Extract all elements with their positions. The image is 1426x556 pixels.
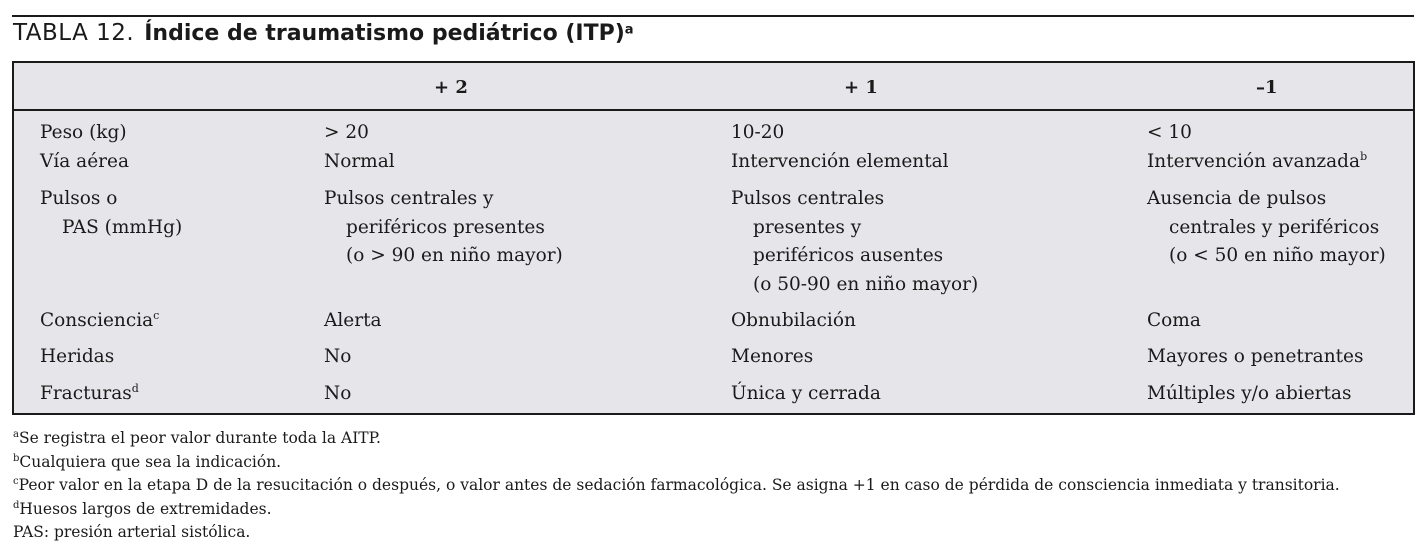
cell-via-minus1-text: Intervención avanzada [1147, 151, 1361, 172]
footnote-pas [13, 521, 1340, 545]
footnote-c-mark: c [13, 475, 19, 487]
footnote-b-mark: b [13, 452, 20, 464]
cell-pulsos-minus1-line-3: (o < 50 en niño mayor) [1169, 245, 1386, 266]
cell-peso-minus1: < 10 [1147, 122, 1192, 143]
row-label-via-aerea: Vía aérea [40, 151, 129, 172]
footnote-d-mark: d [13, 499, 20, 511]
footnote-mark-c: c [153, 308, 160, 322]
footnote-d [13, 498, 1340, 522]
cell-via-plus2: Normal [324, 151, 395, 172]
header-plus-1: + 1 [844, 77, 878, 98]
cell-via-minus1 [1147, 148, 1367, 177]
cell-heridas-plus1: Menores [731, 346, 814, 367]
cell-consciencia-minus1: Coma [1147, 310, 1201, 331]
cell-pulsos-plus2-line-1: Pulsos centrales y [324, 188, 494, 209]
cell-pulsos-plus1-line-2: presentes y [753, 216, 862, 238]
footnote-a [13, 427, 1340, 451]
footnote-d-text: Huesos largos de extremidades. [19, 499, 272, 518]
row-label-pulsos [40, 185, 182, 242]
cell-pulsos-minus1-line-2: centrales y periféricos [1169, 216, 1380, 238]
footnote-a-text: Se registra el peor valor durante toda la AITP. [18, 429, 381, 447]
cell-consciencia-plus1: Obnubilación [731, 310, 856, 331]
cell-heridas-minus1: Mayores o penetrantes [1147, 346, 1364, 367]
row-label-pulsos-line-2: PAS (mmHg) [62, 216, 183, 238]
row-label-fracturas-text: Fracturas [40, 383, 132, 404]
header-minus-1: –1 [1256, 77, 1278, 98]
footnote-a-mark: a [13, 428, 19, 440]
cell-peso-plus2: > 20 [324, 122, 369, 143]
cell-pulsos-plus2-line-2: periféricos presentes [346, 216, 545, 238]
cell-via-plus1: Intervención elemental [731, 151, 949, 172]
row-label-heridas: Heridas [40, 346, 115, 367]
cell-heridas-plus2: No [324, 346, 352, 367]
cell-pulsos-plus1-line-3: periféricos ausentes [753, 245, 944, 266]
row-label-pulsos-line-1: Pulsos o [40, 188, 118, 209]
row-label-consciencia [40, 307, 159, 336]
table-number: TABLA 12. [13, 20, 135, 46]
header-plus-2: + 2 [434, 77, 468, 98]
cell-pulsos-plus1-line-4: (o 50-90 en niño mayor) [753, 273, 979, 295]
cell-pulsos-plus1 [731, 185, 978, 299]
footnote-b [13, 451, 1340, 475]
table-caption: Índice de traumatismo pediátrico (ITP) [144, 21, 625, 46]
cell-pulsos-plus2 [324, 185, 563, 271]
cell-pulsos-plus2-line-3: (o > 90 en niño mayor) [346, 245, 563, 266]
footnote-c [13, 474, 1340, 498]
table-title [13, 20, 634, 54]
cell-consciencia-plus2: Alerta [324, 310, 382, 331]
cell-fracturas-minus1: Múltiples y/o abiertas [1147, 383, 1352, 404]
cell-fracturas-plus1: Única y cerrada [731, 383, 881, 404]
header-rule [14, 109, 1413, 111]
cell-peso-plus1: 10-20 [731, 122, 785, 143]
cell-pulsos-plus1-line-1: Pulsos centrales [731, 188, 885, 209]
top-rule [12, 15, 1414, 17]
cell-pulsos-minus1 [1147, 185, 1386, 271]
itp-table [12, 61, 1415, 415]
cell-fracturas-plus2: No [324, 383, 352, 404]
footnote-c-text: Peor valor en la etapa D de la resucitación o después, o valor antes de sedación farmacológica. Se asigna +1 en caso de pérdida de consciencia inmediata y transitoria. [18, 476, 1340, 494]
footnote-mark-d: d [131, 381, 139, 395]
cell-pulsos-minus1-line-1: Ausencia de pulsos [1147, 188, 1327, 209]
footnote-b-text: Cualquiera que sea la indicación. [19, 452, 282, 471]
footnotes [13, 427, 1340, 545]
row-label-fracturas [40, 380, 139, 409]
footnote-mark-b: b [1360, 149, 1368, 163]
row-label-peso: Peso (kg) [40, 122, 127, 143]
row-label-consciencia-text: Consciencia [40, 310, 154, 331]
table-caption-footnote-mark: a [624, 22, 634, 38]
footnote-pas-text: PAS: presión arterial sistólica. [13, 523, 251, 541]
